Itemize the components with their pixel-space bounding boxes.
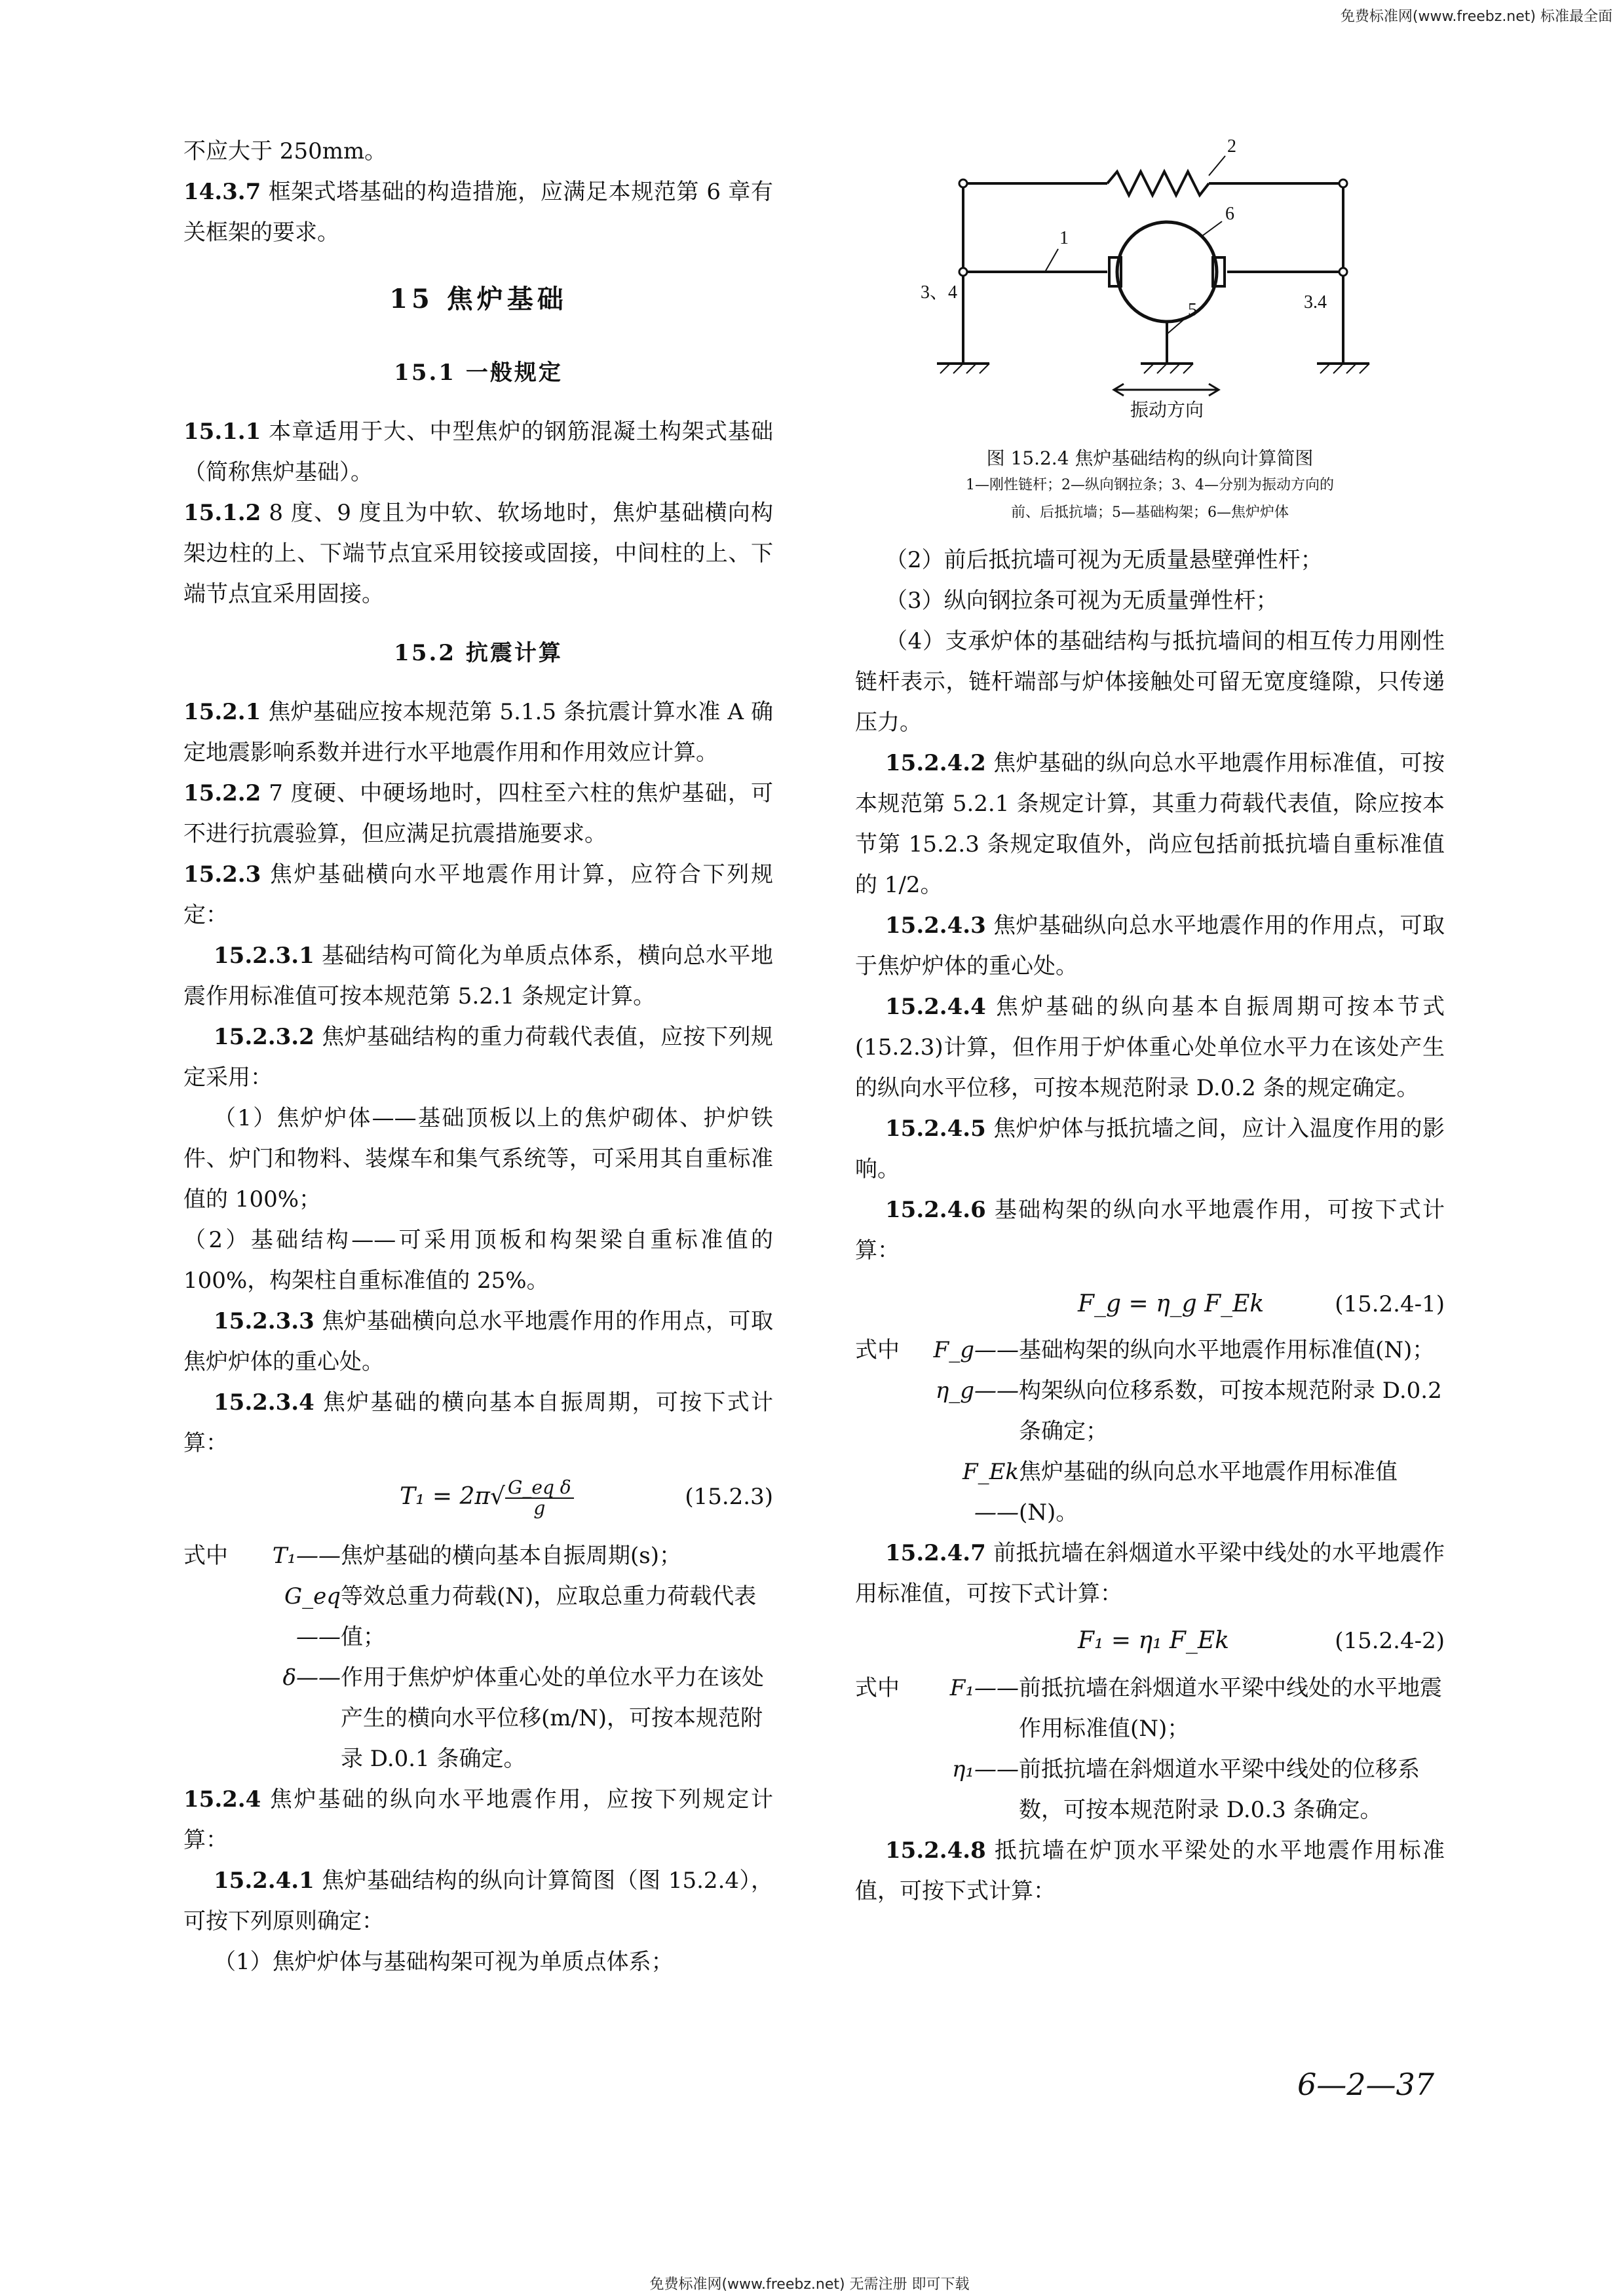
fraction-numerator: G_eq δ xyxy=(505,1478,574,1499)
label-1: 1 xyxy=(1059,228,1069,248)
clause-15-2-3-1 xyxy=(183,935,773,1017)
definition-spacer xyxy=(183,1657,249,1779)
definition-text: 作用于焦炉炉体重心处的单位水平力在该处产生的横向水平位移(m/N)，可按本规范附录 D.0.1 条确定。 xyxy=(341,1665,764,1772)
definition-symbol: F_Ek—— xyxy=(962,1459,1019,1526)
hatch-marks xyxy=(940,364,1369,373)
definition-row xyxy=(855,1668,1445,1749)
formula-15-2-4-2 xyxy=(855,1621,1445,1661)
paragraph: 不应大于 250mm。 xyxy=(183,138,387,164)
definition-spacer xyxy=(855,1370,921,1452)
clause-15-2-4-7 xyxy=(855,1533,1445,1614)
clause-number: 14.3.7 xyxy=(183,179,261,205)
definition-label: 式中 xyxy=(183,1543,228,1569)
clause-number: 15.2.3.4 xyxy=(214,1389,314,1416)
clause-text: 焦炉基础的纵向总水平地震作用标准值，可按本规范第 5.2.1 条规定计算，其重力荷载代表值，除应按本节第 15.2.3 条规定取值外，尚应包括前抵抗墙自重标准值的 1/2。 xyxy=(855,750,1445,898)
label-3-4-left: 3、4 xyxy=(921,282,958,303)
clause-text: 抵抗墙在炉顶水平梁处的水平地震作用标准值，可按下式计算： xyxy=(855,1837,1445,1904)
clause-text: 焦炉基础的纵向水平地震作用，应按下列规定计算： xyxy=(183,1786,774,1853)
page-number: 6—2—37 xyxy=(1297,2067,1435,2102)
clause-text: 焦炉炉体与抵抗墙之间，应计入温度作用的影响。 xyxy=(855,1116,1445,1182)
clause-number: 15.2.4.4 xyxy=(885,994,986,1020)
hinge-icon xyxy=(1339,268,1347,276)
definition-row xyxy=(183,1535,773,1576)
formula-lhs: T₁ = 2π√ xyxy=(400,1483,505,1510)
caption-legend: 1—刚性链杆；2—纵向钢拉条；3、4—分别为振动方向的 xyxy=(966,477,1334,493)
clause-15-2-3-4 xyxy=(183,1382,773,1463)
symbol-definitions xyxy=(855,1668,1445,1830)
symbol-definitions xyxy=(855,1330,1445,1533)
definition-text: 焦炉基础的横向基本自振周期(s)； xyxy=(341,1543,681,1569)
clause-number: 15.2.4.7 xyxy=(885,1540,986,1566)
definition-spacer xyxy=(855,1749,921,1830)
formula-15-2-3 xyxy=(183,1470,773,1529)
definition-label: 式中 xyxy=(855,1675,900,1701)
spring-icon xyxy=(1107,172,1209,195)
caption-legend: 前、后抵抗墙；5—基础构架；6—焦炉炉体 xyxy=(1011,504,1289,521)
clause-15-2-4-1 xyxy=(183,1860,773,1942)
clause-15-2-4-3 xyxy=(855,905,1445,987)
top-watermark: 免费标准网(www.freebz.net) 标准最全面 xyxy=(1340,9,1612,25)
leader-1 xyxy=(1045,249,1058,272)
formula-expression: F_g = η_g F_Ek xyxy=(1078,1290,1265,1317)
clause-number: 15.2.4 xyxy=(183,1786,261,1813)
clause-number: 15.2.3.3 xyxy=(214,1308,314,1334)
definition-row xyxy=(183,1657,773,1779)
definition-symbol: η₁—— xyxy=(952,1756,1019,1782)
clause-number: 15.2.4.3 xyxy=(885,913,986,939)
clause-number: 15.1.2 xyxy=(183,500,261,526)
list-item: （2）基础结构——可采用顶板和构架梁自重标准值的 100%，构架柱自重标准值的 25%。 xyxy=(183,1227,773,1294)
right-column xyxy=(855,131,1445,1911)
clause-text: 焦炉基础结构的纵向计算简图（图 15.2.4），可按下列原则确定： xyxy=(183,1868,773,1934)
definition-text: 前抵抗墙在斜烟道水平梁中线处的位移系数，可按本规范附录 D.0.3 条确定。 xyxy=(1019,1756,1420,1823)
definition-row xyxy=(183,1576,773,1657)
clause-number: 15.2.4.8 xyxy=(885,1837,986,1864)
fraction-denominator: g xyxy=(533,1497,546,1519)
clause-text: 焦炉基础结构的重力荷载代表值，应按下列规定采用： xyxy=(183,1024,773,1091)
definition-symbol: η_g—— xyxy=(935,1378,1019,1404)
left-column xyxy=(183,131,773,1982)
definition-symbol: F₁—— xyxy=(949,1675,1019,1701)
definition-row xyxy=(855,1330,1445,1370)
formula-number: (15.2.3) xyxy=(685,1484,773,1510)
clause-number: 15.2.3.2 xyxy=(214,1024,314,1050)
clause-number: 15.1.1 xyxy=(183,419,261,445)
clause-number: 15.2.4.6 xyxy=(885,1197,986,1223)
chapter-title: 15 焦炉基础 xyxy=(389,284,567,314)
clause-number: 15.2.2 xyxy=(183,780,261,806)
clause-text: 焦炉基础的纵向基本自振周期可按本节式(15.2.3)计算，但作用于炉体重心处单位水平力在该处产生的纵向水平位移，可按本规范附录 D.0.2 条的规定确定。 xyxy=(855,994,1445,1101)
clause-15-2-4-5 xyxy=(855,1108,1445,1190)
clause-15-2-4-4 xyxy=(855,987,1445,1108)
leader-2 xyxy=(1209,156,1225,176)
hinge-icon xyxy=(959,268,967,276)
definition-symbol: δ—— xyxy=(282,1665,341,1691)
definition-text: 基础构架的纵向水平地震作用标准值(N)； xyxy=(1019,1337,1435,1363)
definition-symbol: F_g—— xyxy=(933,1337,1019,1363)
clause-text: 焦炉基础纵向总水平地震作用的作用点，可取于焦炉炉体的重心处。 xyxy=(855,913,1445,979)
clause-number: 15.2.4.5 xyxy=(885,1116,986,1142)
clause-14-3-7 xyxy=(183,172,773,253)
clause-text: 焦炉基础的横向基本自振周期，可按下式计算： xyxy=(183,1389,773,1456)
clause-15-2-3 xyxy=(183,854,773,935)
formula-15-2-4-1 xyxy=(855,1277,1445,1323)
formula-number: (15.2.4-2) xyxy=(1335,1628,1445,1654)
clause-text: 焦炉基础横向总水平地震作用的作用点，可取焦炉炉体的重心处。 xyxy=(183,1308,773,1375)
definition-row xyxy=(855,1452,1445,1533)
definition-label: 式中 xyxy=(855,1337,900,1363)
direction-label: 振动方向 xyxy=(1130,400,1204,421)
clause-text: 基础结构可简化为单质点体系，横向总水平地震作用标准值可按本规范第 5.2.1 条规定计算。 xyxy=(183,943,773,1009)
definition-symbol: G_eq—— xyxy=(284,1583,341,1650)
clause-text: 焦炉基础横向水平地震作用计算，应符合下列规定： xyxy=(183,861,774,928)
clause-15-1-2 xyxy=(183,493,773,614)
definition-row xyxy=(855,1370,1445,1452)
list-item: （4）支承炉体的基础结构与抵抗墙间的相互传力用刚性链杆表示，链杆端部与炉体接触处可留无宽度缝隙，只传递压力。 xyxy=(855,628,1445,736)
clause-15-1-1 xyxy=(183,411,773,493)
figure-15-2-4 xyxy=(855,131,1445,426)
clause-text: 前抵抗墙在斜烟道水平梁中线处的水平地震作用标准值，可按下式计算： xyxy=(855,1540,1445,1607)
label-3-4-right: 3.4 xyxy=(1304,292,1327,312)
list-item: （3）纵向钢拉条可视为无质量弹性杆； xyxy=(885,588,1278,614)
definition-symbol: T₁—— xyxy=(272,1543,341,1569)
clause-15-2-4 xyxy=(183,1779,773,1860)
clause-number: 15.2.4.1 xyxy=(214,1868,314,1894)
symbol-definitions xyxy=(183,1535,773,1779)
clause-number: 15.2.1 xyxy=(183,699,261,725)
clause-text: 7 度硬、中硬场地时，四柱至六柱的焦炉基础，可不进行抗震验算，但应满足抗震措施要求。 xyxy=(183,780,773,847)
list-item: （2）前后抵抗墙可视为无质量悬壁弹性杆； xyxy=(885,547,1323,573)
furnace-body xyxy=(1117,222,1217,322)
structural-diagram xyxy=(855,131,1445,426)
label-6: 6 xyxy=(1225,204,1234,224)
formula-fraction xyxy=(505,1478,574,1518)
figure-caption xyxy=(855,445,1445,527)
section-title: 15.2 抗震计算 xyxy=(394,640,563,666)
label-5: 5 xyxy=(1188,300,1197,320)
clause-text: 本章适用于大、中型焦炉的钢筋混凝土构架式基础（简称焦炉基础）。 xyxy=(183,419,774,485)
definition-text: 等效总重力荷载(N)，应取总重力荷载代表值； xyxy=(341,1583,757,1650)
clause-15-2-3-3 xyxy=(183,1301,773,1382)
leader-6 xyxy=(1202,221,1222,236)
definition-text: 构架纵向位移系数，可按本规范附录 D.0.2 条确定； xyxy=(1019,1378,1442,1444)
list-item: （1）焦炉炉体与基础构架可视为单质点体系； xyxy=(214,1949,674,1975)
clause-number: 15.2.3 xyxy=(183,861,261,888)
clause-15-2-2 xyxy=(183,773,773,854)
clause-number: 15.2.3.1 xyxy=(214,943,314,969)
definition-spacer xyxy=(183,1576,249,1657)
bottom-watermark: 免费标准网(www.freebz.net) 无需注册 即可下载 xyxy=(649,2276,970,2293)
definition-text: 焦炉基础的纵向总水平地震作用标准值(N)。 xyxy=(1019,1459,1398,1526)
list-item: （1）焦炉炉体——基础顶板以上的焦炉砌体、护炉铁件、炉门和物料、装煤车和集气系统等，可采用其自重标准值的 100%； xyxy=(183,1105,773,1213)
clause-15-2-1 xyxy=(183,692,773,773)
clause-15-2-4-2 xyxy=(855,743,1445,905)
formula-expression xyxy=(400,1477,574,1518)
caption-title: 图 15.2.4 焦炉基础结构的纵向计算简图 xyxy=(986,447,1314,469)
section-title: 15.1 一般规定 xyxy=(394,360,563,386)
definition-text: 前抵抗墙在斜烟道水平梁中线处的水平地震作用标准值(N)； xyxy=(1019,1675,1442,1742)
clause-15-2-4-6 xyxy=(855,1190,1445,1271)
label-2: 2 xyxy=(1227,136,1236,157)
clause-text: 基础构架的纵向水平地震作用，可按下式计算： xyxy=(855,1197,1445,1264)
definition-spacer xyxy=(855,1452,921,1533)
clause-15-2-4-8 xyxy=(855,1830,1445,1911)
definition-row xyxy=(855,1749,1445,1830)
hinge-icon xyxy=(1339,179,1347,187)
hinge-icon xyxy=(959,179,967,187)
formula-expression: F₁ = η₁ F_Ek xyxy=(1078,1627,1229,1654)
clause-15-2-3-2 xyxy=(183,1017,773,1098)
clause-text: 框架式塔基础的构造措施，应满足本规范第 6 章有关框架的要求。 xyxy=(183,179,773,246)
clause-text: 8 度、9 度且为中软、软场地时，焦炉基础横向构架边柱的上、下端节点宜采用铰接或固接，中间柱的上、下端节点宜采用固接。 xyxy=(183,500,773,607)
formula-number: (15.2.4-1) xyxy=(1335,1291,1445,1317)
clause-text: 焦炉基础应按本规范第 5.1.5 条抗震计算水准 A 确定地震影响系数并进行水平地震作用和作用效应计算。 xyxy=(183,699,774,766)
clause-number: 15.2.4.2 xyxy=(885,750,986,776)
